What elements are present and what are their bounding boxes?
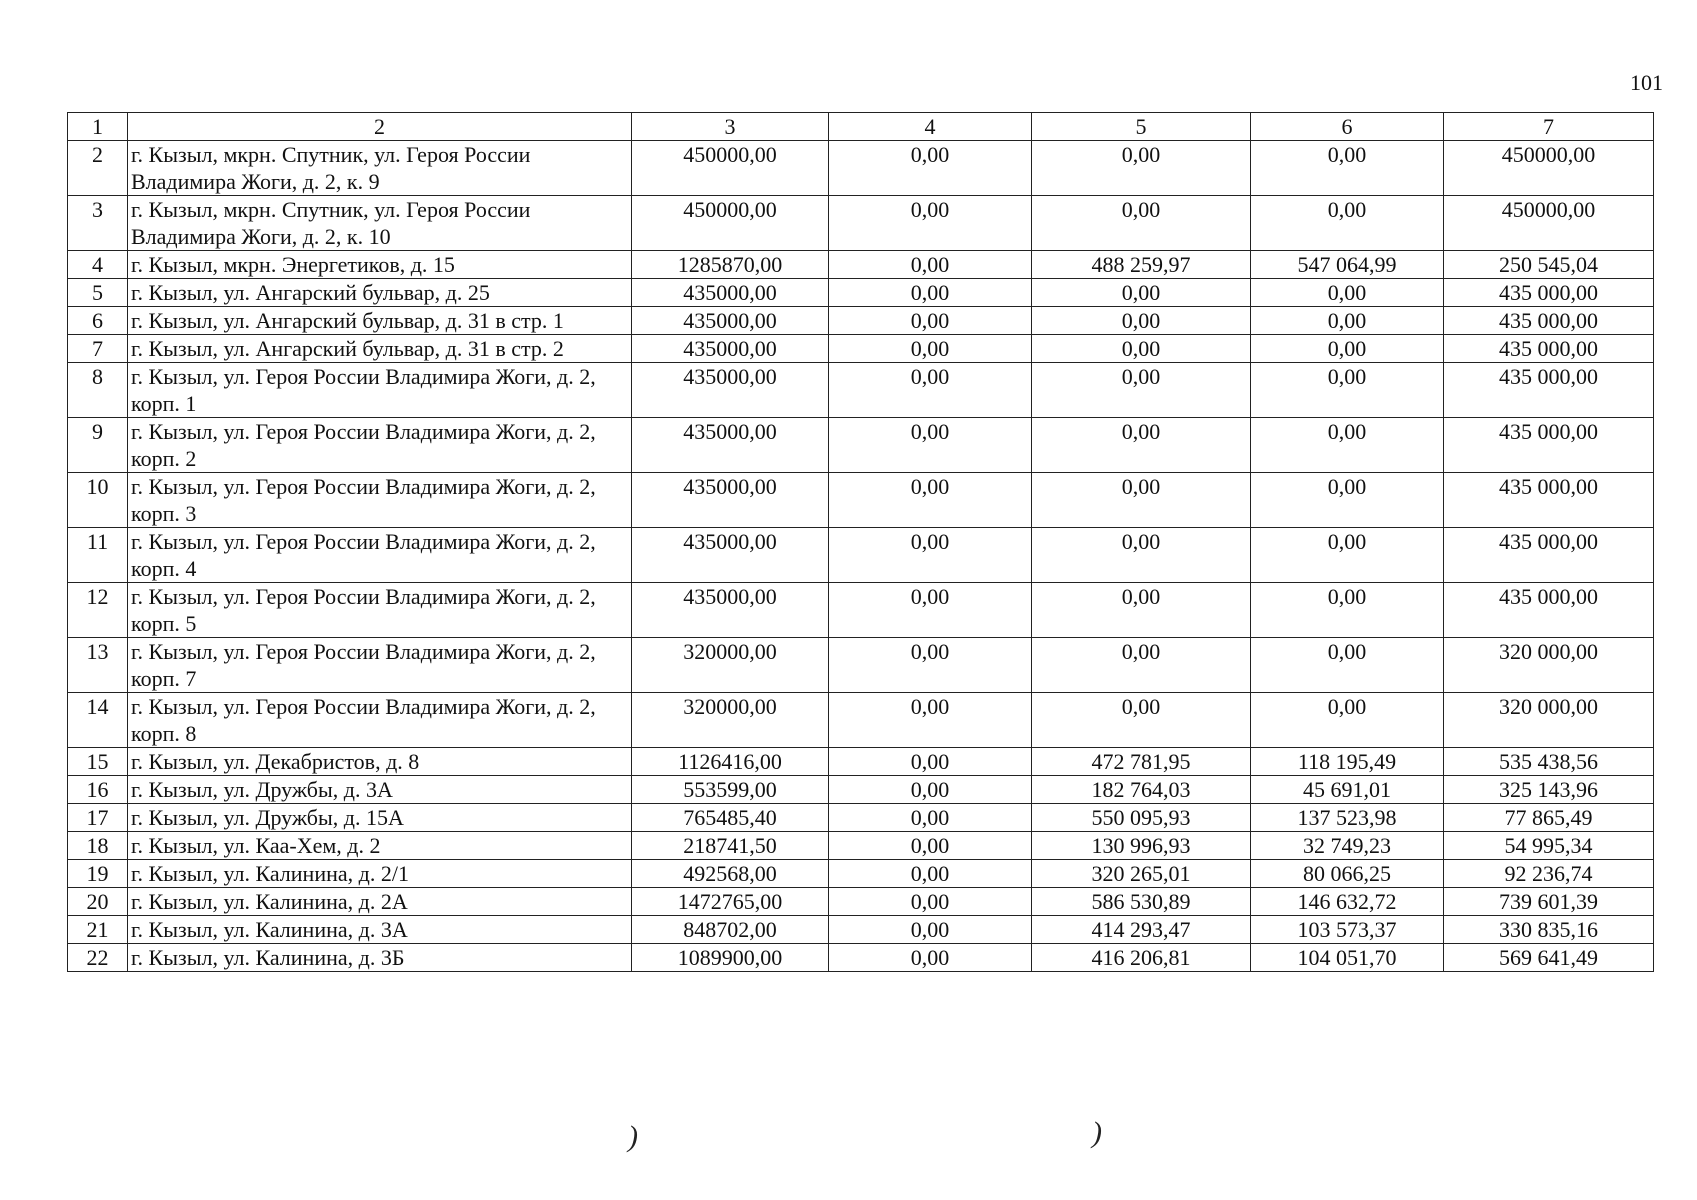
value-cell: 0,00 [1251,141,1444,196]
value-cell: 0,00 [1032,335,1251,363]
funding-table [67,112,1654,972]
value-cell: 435000,00 [632,583,829,638]
address-cell: г. Кызыл, ул. Калинина, д. 3А [128,916,632,944]
value-cell: 0,00 [1251,583,1444,638]
value-cell: 0,00 [1251,279,1444,307]
table-row [68,528,1654,583]
footer-mark-right: ) [1092,1116,1102,1149]
value-cell: 569 641,49 [1444,944,1654,972]
row-number-cell: 5 [68,279,128,307]
address-cell: г. Кызыл, ул. Героя России Владимира Жоги, д. 2, корп. 8 [128,693,632,748]
value-cell: 435 000,00 [1444,528,1654,583]
value-cell: 0,00 [829,748,1032,776]
value-cell: 320000,00 [632,693,829,748]
table-row [68,638,1654,693]
value-cell: 0,00 [1032,363,1251,418]
value-cell: 0,00 [1251,473,1444,528]
value-cell: 0,00 [829,418,1032,473]
address-cell: г. Кызыл, мкрн. Энергетиков, д. 15 [128,251,632,279]
row-number-cell: 11 [68,528,128,583]
value-cell: 435 000,00 [1444,418,1654,473]
value-cell: 1285870,00 [632,251,829,279]
table-row [68,832,1654,860]
row-number-cell: 8 [68,363,128,418]
value-cell: 435000,00 [632,418,829,473]
table-row [68,693,1654,748]
row-number-cell: 10 [68,473,128,528]
value-cell: 0,00 [829,860,1032,888]
value-cell: 0,00 [829,196,1032,251]
value-cell: 0,00 [1251,196,1444,251]
footer-mark-left: ) [628,1120,638,1153]
address-cell: г. Кызыл, ул. Ангарский бульвар, д. 31 в стр. 1 [128,307,632,335]
table-row [68,748,1654,776]
row-number-cell: 12 [68,583,128,638]
address-cell: г. Кызыл, ул. Героя России Владимира Жоги, д. 2, корп. 1 [128,363,632,418]
value-cell: 0,00 [829,638,1032,693]
value-cell: 45 691,01 [1251,776,1444,804]
row-number-cell: 6 [68,307,128,335]
table-row [68,335,1654,363]
value-cell: 0,00 [1251,307,1444,335]
value-cell: 472 781,95 [1032,748,1251,776]
row-number-cell: 9 [68,418,128,473]
value-cell: 103 573,37 [1251,916,1444,944]
value-cell: 435 000,00 [1444,335,1654,363]
value-cell: 0,00 [1032,279,1251,307]
address-cell: г. Кызыл, ул. Героя России Владимира Жоги, д. 2, корп. 2 [128,418,632,473]
value-cell: 325 143,96 [1444,776,1654,804]
table-row [68,473,1654,528]
value-cell: 0,00 [1251,335,1444,363]
value-cell: 0,00 [829,804,1032,832]
address-cell: г. Кызыл, ул. Калинина, д. 2/1 [128,860,632,888]
row-number-cell: 7 [68,335,128,363]
row-number-cell: 2 [68,141,128,196]
address-cell: г. Кызыл, ул. Героя России Владимира Жоги, д. 2, корп. 7 [128,638,632,693]
value-cell: 0,00 [829,279,1032,307]
value-cell: 492568,00 [632,860,829,888]
value-cell: 77 865,49 [1444,804,1654,832]
value-cell: 0,00 [829,251,1032,279]
value-cell: 320 265,01 [1032,860,1251,888]
value-cell: 320 000,00 [1444,638,1654,693]
value-cell: 182 764,03 [1032,776,1251,804]
value-cell: 535 438,56 [1444,748,1654,776]
value-cell: 137 523,98 [1251,804,1444,832]
header-cell: 3 [632,113,829,141]
value-cell: 450000,00 [1444,196,1654,251]
value-cell: 435000,00 [632,473,829,528]
address-cell: г. Кызыл, ул. Героя России Владимира Жоги, д. 2, корп. 4 [128,528,632,583]
address-cell: г. Кызыл, ул. Дружбы, д. 15А [128,804,632,832]
value-cell: 0,00 [1032,141,1251,196]
row-number-cell: 15 [68,748,128,776]
value-cell: 416 206,81 [1032,944,1251,972]
value-cell: 1126416,00 [632,748,829,776]
value-cell: 146 632,72 [1251,888,1444,916]
value-cell: 0,00 [1032,196,1251,251]
table-row [68,251,1654,279]
value-cell: 0,00 [1251,638,1444,693]
row-number-cell: 19 [68,860,128,888]
value-cell: 0,00 [1032,638,1251,693]
table-header-row [68,113,1654,141]
table-body [68,113,1654,972]
value-cell: 0,00 [1251,418,1444,473]
value-cell: 0,00 [829,693,1032,748]
row-number-cell: 4 [68,251,128,279]
row-number-cell: 22 [68,944,128,972]
value-cell: 435 000,00 [1444,363,1654,418]
value-cell: 435000,00 [632,335,829,363]
table-row [68,944,1654,972]
address-cell: г. Кызыл, ул. Героя России Владимира Жоги, д. 2, корп. 3 [128,473,632,528]
address-cell: г. Кызыл, ул. Ангарский бульвар, д. 25 [128,279,632,307]
value-cell: 0,00 [829,944,1032,972]
row-number-cell: 21 [68,916,128,944]
value-cell: 586 530,89 [1032,888,1251,916]
address-cell: г. Кызыл, мкрн. Спутник, ул. Героя России Владимира Жоги, д. 2, к. 10 [128,196,632,251]
value-cell: 435 000,00 [1444,583,1654,638]
value-cell: 218741,50 [632,832,829,860]
value-cell: 320 000,00 [1444,693,1654,748]
value-cell: 1472765,00 [632,888,829,916]
value-cell: 765485,40 [632,804,829,832]
table-row [68,196,1654,251]
value-cell: 435000,00 [632,363,829,418]
value-cell: 435 000,00 [1444,473,1654,528]
value-cell: 0,00 [1032,307,1251,335]
value-cell: 0,00 [829,832,1032,860]
value-cell: 80 066,25 [1251,860,1444,888]
table-row [68,141,1654,196]
value-cell: 0,00 [1032,473,1251,528]
table-row [68,363,1654,418]
value-cell: 0,00 [1032,528,1251,583]
row-number-cell: 13 [68,638,128,693]
address-cell: г. Кызыл, ул. Декабристов, д. 8 [128,748,632,776]
value-cell: 1089900,00 [632,944,829,972]
table-row [68,860,1654,888]
value-cell: 435 000,00 [1444,307,1654,335]
row-number-cell: 18 [68,832,128,860]
value-cell: 0,00 [829,776,1032,804]
table-row [68,279,1654,307]
table-row [68,583,1654,638]
value-cell: 54 995,34 [1444,832,1654,860]
value-cell: 320000,00 [632,638,829,693]
value-cell: 0,00 [1032,583,1251,638]
header-cell: 1 [68,113,128,141]
value-cell: 0,00 [1251,363,1444,418]
value-cell: 0,00 [829,888,1032,916]
table-row [68,307,1654,335]
page-number: 101 [1630,70,1663,95]
value-cell: 450000,00 [1444,141,1654,196]
row-number-cell: 20 [68,888,128,916]
value-cell: 435 000,00 [1444,279,1654,307]
value-cell: 0,00 [829,307,1032,335]
value-cell: 130 996,93 [1032,832,1251,860]
address-cell: г. Кызыл, ул. Дружбы, д. 3А [128,776,632,804]
row-number-cell: 14 [68,693,128,748]
value-cell: 547 064,99 [1251,251,1444,279]
address-cell: г. Кызыл, ул. Каа-Хем, д. 2 [128,832,632,860]
row-number-cell: 17 [68,804,128,832]
header-cell: 2 [128,113,632,141]
row-number-cell: 16 [68,776,128,804]
address-cell: г. Кызыл, мкрн. Спутник, ул. Героя России Владимира Жоги, д. 2, к. 9 [128,141,632,196]
value-cell: 488 259,97 [1032,251,1251,279]
value-cell: 0,00 [1251,528,1444,583]
value-cell: 0,00 [1251,693,1444,748]
table-row [68,776,1654,804]
value-cell: 435000,00 [632,528,829,583]
row-number-cell: 3 [68,196,128,251]
value-cell: 92 236,74 [1444,860,1654,888]
header-cell: 6 [1251,113,1444,141]
value-cell: 550 095,93 [1032,804,1251,832]
address-cell: г. Кызыл, ул. Калинина, д. 3Б [128,944,632,972]
value-cell: 0,00 [829,583,1032,638]
value-cell: 414 293,47 [1032,916,1251,944]
value-cell: 553599,00 [632,776,829,804]
header-cell: 5 [1032,113,1251,141]
value-cell: 435000,00 [632,307,829,335]
value-cell: 0,00 [829,916,1032,944]
header-cell: 4 [829,113,1032,141]
value-cell: 0,00 [829,141,1032,196]
value-cell: 0,00 [829,335,1032,363]
value-cell: 32 749,23 [1251,832,1444,860]
value-cell: 450000,00 [632,141,829,196]
value-cell: 104 051,70 [1251,944,1444,972]
value-cell: 118 195,49 [1251,748,1444,776]
value-cell: 0,00 [1032,418,1251,473]
address-cell: г. Кызыл, ул. Героя России Владимира Жоги, д. 2, корп. 5 [128,583,632,638]
value-cell: 0,00 [1032,693,1251,748]
table-row [68,888,1654,916]
value-cell: 330 835,16 [1444,916,1654,944]
value-cell: 250 545,04 [1444,251,1654,279]
value-cell: 739 601,39 [1444,888,1654,916]
address-cell: г. Кызыл, ул. Ангарский бульвар, д. 31 в стр. 2 [128,335,632,363]
value-cell: 0,00 [829,473,1032,528]
value-cell: 848702,00 [632,916,829,944]
header-cell: 7 [1444,113,1654,141]
value-cell: 0,00 [829,363,1032,418]
value-cell: 450000,00 [632,196,829,251]
table-row [68,916,1654,944]
table-row [68,418,1654,473]
value-cell: 435000,00 [632,279,829,307]
value-cell: 0,00 [829,528,1032,583]
address-cell: г. Кызыл, ул. Калинина, д. 2А [128,888,632,916]
table-row [68,804,1654,832]
